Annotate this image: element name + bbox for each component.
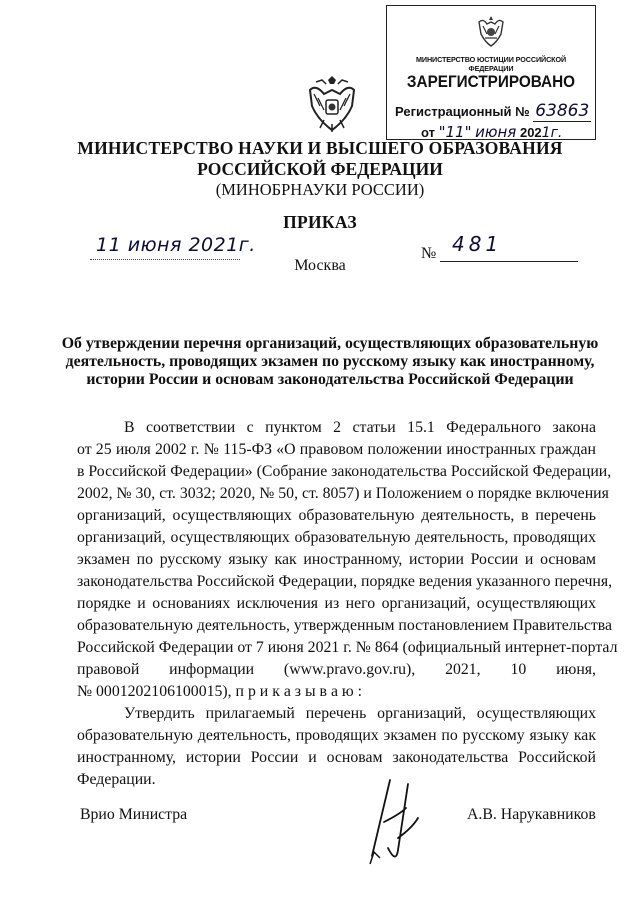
- subject-line: Об утверждении перечня организаций, осуществляющих образовательную: [61, 335, 599, 352]
- body-line: экзамен по русскому языку как иностранному, истории России и основам: [77, 551, 596, 568]
- city-name: Москва: [294, 257, 346, 274]
- ministry-name-line1: МИНИСТЕРСТВО НАУКИ И ВЫСШЕГО ОБРАЗОВАНИЯ: [77, 138, 563, 158]
- stamp-ministry-text: МИНИСТЕРСТВО ЮСТИЦИИ РОССИЙСКОЙ ФЕДЕРАЦИИ: [415, 55, 567, 73]
- registration-stamp: [386, 5, 596, 140]
- subject-line: истории России и основам законодательства Российской Федерации: [86, 371, 574, 388]
- stamp-reg-number: 63863: [535, 101, 590, 121]
- handwritten-signature: [360, 778, 430, 868]
- order-number: 481: [452, 232, 503, 256]
- signatory-title: Врио Министра: [80, 806, 188, 823]
- signatory-name: А.В. Нарукавников: [467, 806, 596, 823]
- body-line: № 0001202106100015), п р и к а з ы в а ю :: [77, 683, 363, 700]
- stamp-month: июня: [475, 123, 517, 141]
- order-number-label: №: [421, 245, 437, 262]
- stamp-year-prefix: 202: [519, 125, 542, 140]
- body-line: порядке и основаниях исключения из него организаций, осуществляющих: [77, 595, 596, 612]
- body-line: Утвердить прилагаемый перечень организаций, осуществляющих: [124, 705, 596, 722]
- stamp-day: "11": [438, 123, 472, 141]
- body-line: организаций, осуществляющих образовательную деятельность, в перечень: [77, 507, 596, 524]
- body-line: в Российской Федерации» (Собрание законодательства Российской Федерации,: [77, 463, 612, 480]
- stamp-registered-text: ЗАРЕГИСТРИРОВАНО: [406, 72, 576, 91]
- body-line: Федерации.: [77, 771, 156, 788]
- body-line: В соответствии с пунктом 2 статьи 15.1 Федерального закона: [124, 419, 596, 436]
- body-line: правовой информации (www.pravo.gov.ru), 2021, 10 июня,: [77, 661, 596, 678]
- subject-line: деятельность, проводящих экзамен по русскому языку как иностранному,: [65, 353, 595, 370]
- coat-of-arms-icon: [473, 12, 509, 50]
- body-line: 2002, № 30, ст. 3032; 2020, № 50, ст. 8057) и Положением о порядке включения: [77, 485, 609, 502]
- document-type-title: ПРИКАЗ: [283, 212, 357, 232]
- ministry-short-name: (МИНОБРНАУКИ РОССИИ): [215, 180, 425, 199]
- order-date: 11 июня 2021г.: [96, 234, 256, 256]
- stamp-year-suffix: 1г.: [541, 125, 563, 141]
- stamp-date-prefix: от: [421, 125, 435, 140]
- body-line: Российской Федерации от 7 июня 2021 г. № 864 (официальный интернет-портал: [77, 639, 618, 656]
- body-line: образовательную деятельность, проводящих экзамен по русскому языку как: [77, 727, 596, 744]
- stamp-reg-label: Регистрационный №: [395, 104, 530, 119]
- body-line: от 25 июля 2002 г. № 115-ФЗ «О правовом положении иностранных граждан: [77, 441, 596, 458]
- ministry-name-line2: РОССИЙСКОЙ ФЕДЕРАЦИИ: [197, 159, 443, 179]
- body-line: иностранному, истории России и основам законодательства Российской: [77, 749, 596, 766]
- stamp-registration-line: [395, 101, 591, 121]
- body-line: образовательную деятельность, утвержденным постановлением Правительства: [77, 617, 613, 634]
- coat-of-arms-icon: [304, 76, 360, 136]
- body-line: законодательства Российской Федерации, порядке ведения указанного перечня,: [77, 573, 613, 590]
- body-line: организаций, осуществляющих образовательную деятельность, проводящих: [77, 529, 596, 546]
